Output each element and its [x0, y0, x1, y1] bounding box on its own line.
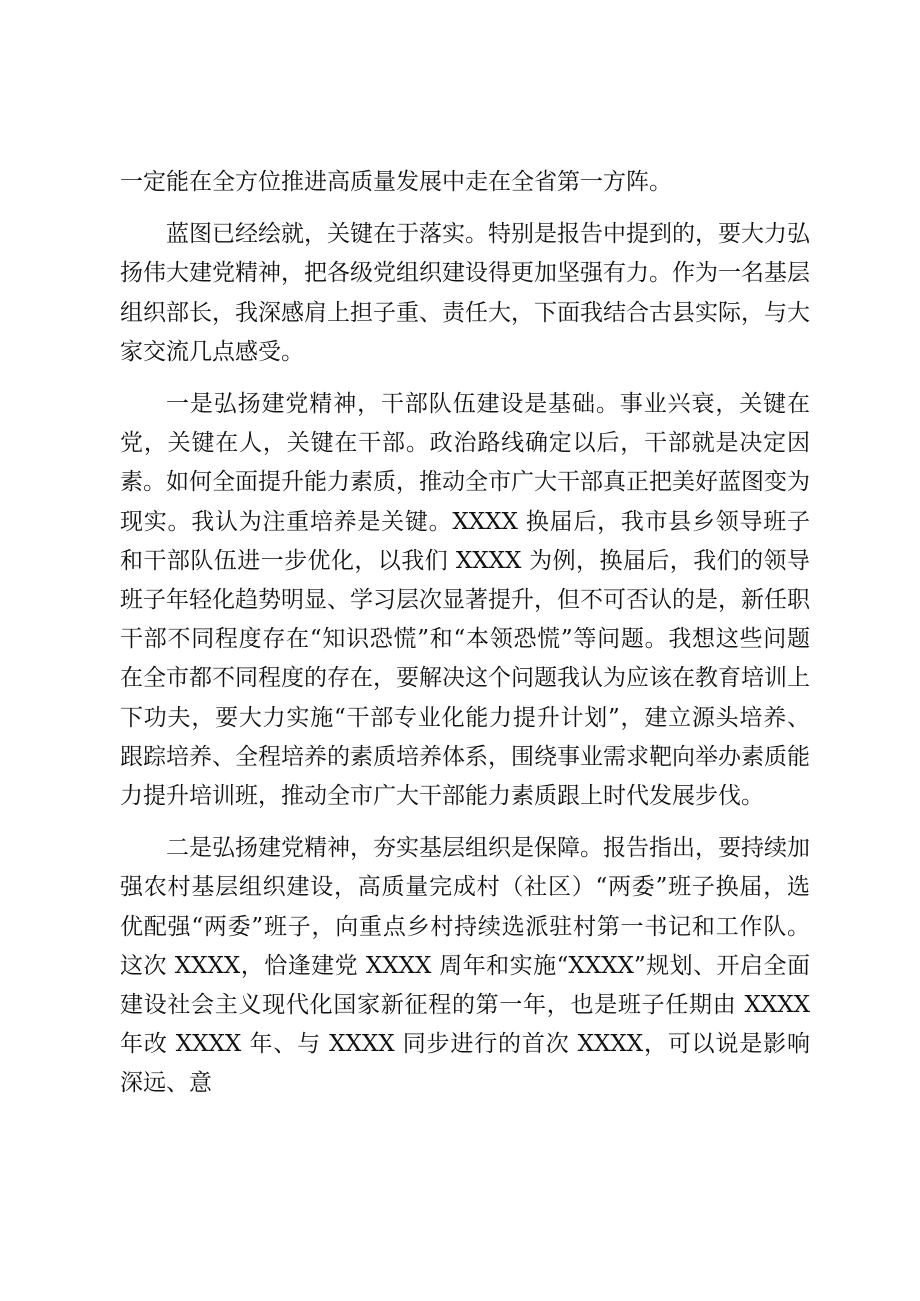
paragraph-point-two: 二是弘扬建党精神，夯实基层组织是保障。报告指出，要持续加强农村基层组织建设，高质量完成村（社区）“两委”班子换届，选优配强“两委”班子，向重点乡村持续选派驻村第一书记和工作队。这次 XXXX，恰逢建党 XXXX 周年和实施“XXXX”规划、开启全面建设社会主义现代化国家新征程的第一年，也是班子任期由 XXXX 年改 XXXX 年、与 XXXX 同步进行的首次 XXXX，可以说是影响深远、意 [120, 835, 818, 1097]
paragraph-point-one: 一是弘扬建党精神，干部队伍建设是基础。事业兴衰，关键在党，关键在人，关键在干部。政治路线确定以后，干部就是决定因素。如何全面提升能力素质，推动全市广大干部真正把美好蓝图变为现实。我认为注重培养是关键。XXXX 换届后，我市县乡领导班子和干部队伍进一步优化，以我们 XXXX 为例，换届后，我们的领导班子年轻化趋势明显、学习层次显著提升，但不可否认的是，新任职干部不同程度存在“知识恐慌”和“本领恐慌”等问题。我想这些问题在全市都不同程度的存在，要解决这个问题我认为应该在教育培训上下功夫，要大力实施“干部专业化能力提升计划”，建立源头培养、跟踪培养、全程培养的素质培养体系，围绕事业需求靶向举办素质能力提升培训班，推动全市广大干部能力素质跟上时代发展步伐。 [120, 391, 810, 810]
document-body [120, 163, 818, 1104]
paragraph-blueprint: 蓝图已经绘就，关键在于落实。特别是报告中提到的，要大力弘扬伟大建党精神，把各级党组织建设得更加坚强有力。作为一名基层组织部长，我深感肩上担子重、责任大，下面我结合古县实际，与大家交流几点感受。 [120, 221, 810, 365]
paragraph-continuation: 一定能在全方位推进高质量发展中走在全省第一方阵。 [120, 169, 672, 195]
